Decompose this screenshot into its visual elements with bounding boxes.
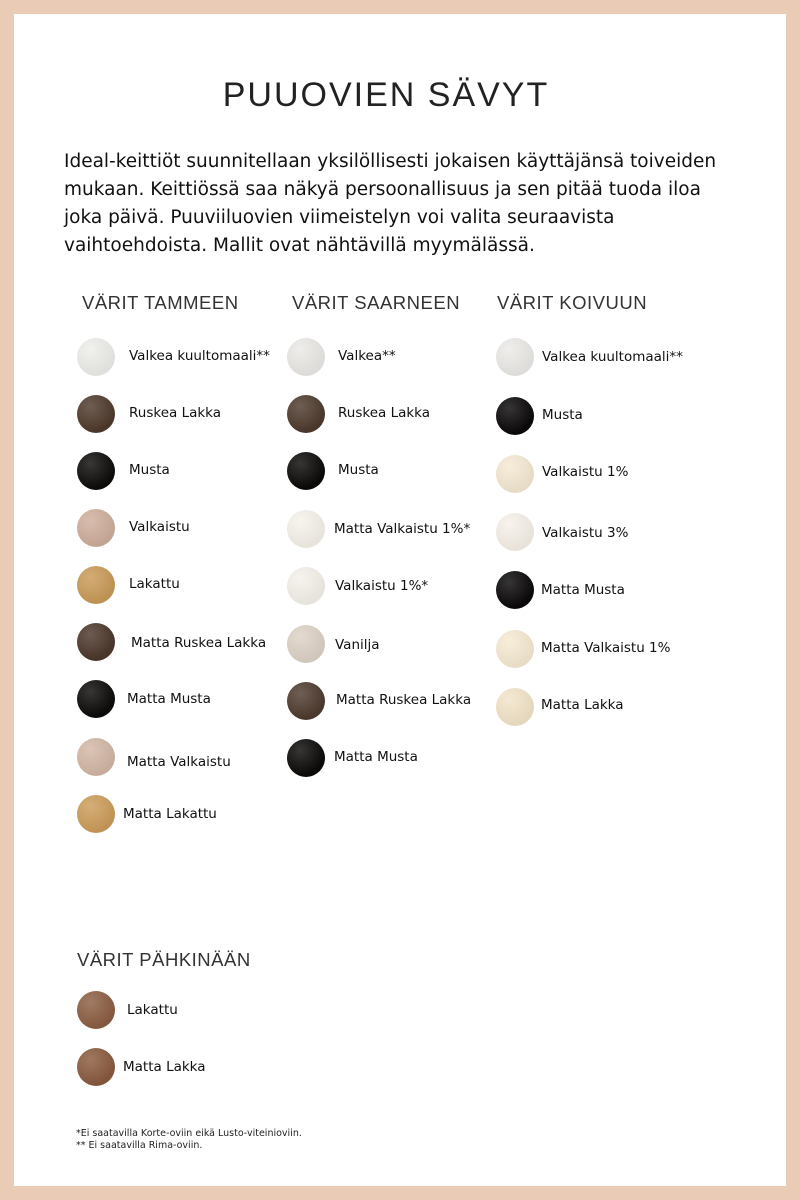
swatch	[496, 455, 534, 493]
swatch-label: Matta Musta	[334, 749, 418, 765]
swatch	[77, 680, 115, 718]
swatch-label: Matta Lakka	[541, 697, 624, 713]
swatch-label: Matta Musta	[541, 582, 625, 598]
swatch	[77, 795, 115, 833]
swatch	[77, 452, 115, 490]
section-title-pahkina: VÄRIT PÄHKINÄÄN	[77, 949, 251, 970]
swatch-label: Matta Musta	[127, 691, 211, 707]
swatch-label: Ruskea Lakka	[338, 405, 431, 421]
swatch	[77, 1048, 115, 1086]
swatch-label: Valkea**	[338, 348, 396, 364]
section-title-tammi: VÄRIT TAMMEEN	[82, 292, 239, 313]
swatch	[77, 395, 115, 433]
swatch-label: Matta Valkaistu	[127, 754, 231, 770]
swatch	[77, 338, 115, 376]
swatch-label: Valkea kuultomaali**	[542, 349, 683, 365]
swatch	[496, 688, 534, 726]
swatch-label: Lakattu	[129, 576, 180, 592]
swatch	[287, 567, 325, 605]
swatch	[77, 566, 115, 604]
footnote: *Ei saatavilla Korte-oviin eikä Lusto-viteinioviin.	[76, 1128, 302, 1139]
swatch-label: Valkea kuultomaali**	[129, 348, 270, 364]
swatch	[287, 625, 325, 663]
swatch	[496, 513, 534, 551]
swatch-label: Musta	[542, 407, 583, 423]
page-title: PUUOVIEN SÄVYT	[222, 76, 550, 114]
swatch	[496, 571, 534, 609]
swatch-label: Matta Valkaistu 1%*	[334, 521, 471, 537]
swatch	[496, 397, 534, 435]
swatch-label: Valkaistu 1%*	[335, 578, 429, 594]
swatch	[77, 623, 115, 661]
swatch	[77, 509, 115, 547]
swatch	[287, 739, 325, 777]
swatch	[77, 991, 115, 1029]
swatch-label: Matta Valkaistu 1%	[541, 640, 671, 656]
swatch	[287, 682, 325, 720]
swatch	[287, 338, 325, 376]
intro-text: Ideal-keittiöt suunnitellaan yksilöllisesti jokaisen käyttäjänsä toiveiden mukaan. Keittiössä saa näkyä persoonallisuus ja sen pitää tuoda iloa joka päivä. Puuviiluovien viimeistelyn voi valita seuraavista vaihtoehdoista. Mallit ovat nähtävillä myymälässä.	[64, 151, 717, 256]
swatch	[496, 338, 534, 376]
swatch-label: Ruskea Lakka	[129, 405, 222, 421]
swatch-label: Matta Ruskea Lakka	[131, 635, 267, 651]
swatch-label: Lakattu	[127, 1002, 178, 1018]
swatch-label: Valkaistu 1%	[542, 464, 629, 480]
swatch-label: Valkaistu 3%	[542, 525, 629, 541]
swatch-label: Vanilja	[335, 637, 380, 653]
swatch	[287, 395, 325, 433]
section-title-saarni: VÄRIT SAARNEEN	[292, 292, 461, 313]
footnotes	[76, 1128, 302, 1152]
swatch	[77, 738, 115, 776]
footnote: ** Ei saatavilla Rima-oviin.	[76, 1140, 203, 1151]
section-title-koivu: VÄRIT KOIVUUN	[497, 292, 648, 313]
swatch	[287, 452, 325, 490]
swatch-label: Valkaistu	[129, 519, 190, 535]
swatch-label: Matta Ruskea Lakka	[336, 692, 472, 708]
swatch-label: Matta Lakattu	[123, 806, 217, 822]
swatch	[287, 510, 325, 548]
swatch-label: Matta Lakka	[123, 1059, 206, 1075]
swatch-label: Musta	[338, 462, 379, 478]
swatch	[496, 630, 534, 668]
swatch-label: Musta	[129, 462, 170, 478]
